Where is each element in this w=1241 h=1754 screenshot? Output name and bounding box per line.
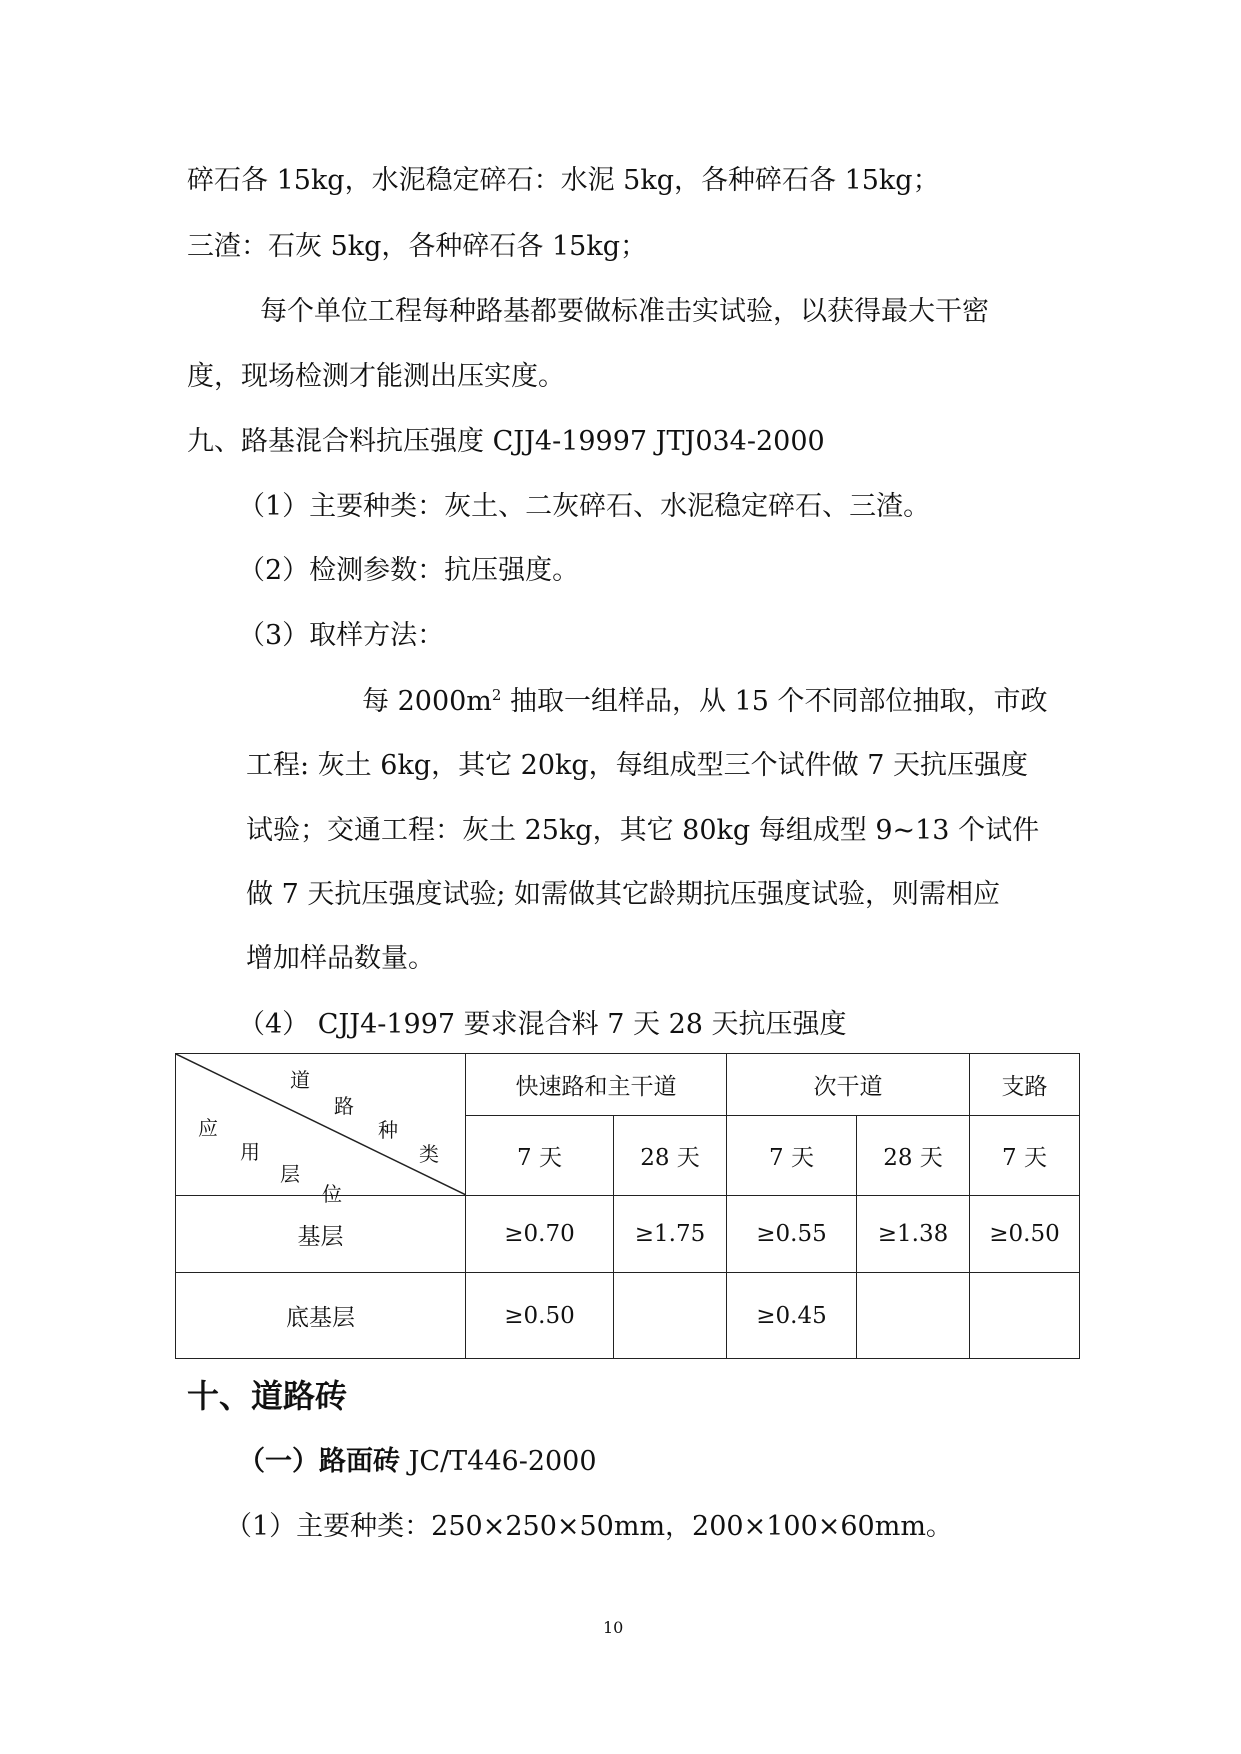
- item-4-requirement: （4） CJJ4-1997 要求混合料 7 天 28 天抗压强度: [238, 1009, 847, 1040]
- item-1-types: （1）主要种类：灰土、二灰碎石、水泥稳定碎石、三渣。: [238, 491, 931, 522]
- sampling-line-1b: 抽取一组样品，从 15 个不同部位抽取，市政: [501, 686, 1048, 717]
- diagonal-line: [176, 1054, 466, 1195]
- subsection-title: （一）路面砖: [238, 1446, 400, 1477]
- table-cell: ≥0.70: [466, 1196, 614, 1273]
- text-line-2: 三渣：石灰 5kg，各种碎石各 15kg；: [187, 231, 647, 262]
- table-cell: ≥0.45: [727, 1273, 857, 1359]
- table-row: [176, 1273, 1080, 1359]
- sampling-line-5: 增加样品数量。: [246, 943, 435, 974]
- table-cell: ≥0.55: [727, 1196, 857, 1273]
- row-label: 基层: [176, 1196, 466, 1273]
- table-cell: ≥0.50: [466, 1273, 614, 1359]
- table-cell: ≥1.38: [857, 1196, 970, 1273]
- subheader-cell: 28 天: [857, 1116, 970, 1196]
- table-cell: ≥0.50: [970, 1196, 1080, 1273]
- table-cell: ≥1.75: [614, 1196, 727, 1273]
- section-10-heading: 十、道路砖: [187, 1377, 348, 1415]
- section-9-heading: 九、路基混合料抗压强度 CJJ4-19997 JTJ034-2000: [187, 426, 825, 457]
- table-row: [176, 1196, 1080, 1273]
- group-header-branch: 支路: [970, 1054, 1080, 1116]
- table-cell: [614, 1273, 727, 1359]
- diag-top-1: 道: [290, 1068, 310, 1092]
- sampling-line-3: 试验；交通工程：灰土 25kg，其它 80kg 每组成型 9~13 个试件: [246, 815, 1040, 846]
- subsection-heading: [238, 1448, 597, 1475]
- table-cell: [857, 1273, 970, 1359]
- diag-bottom-1: 应: [198, 1116, 218, 1140]
- group-header-expressway: 快速路和主干道: [466, 1054, 727, 1116]
- row-label: 底基层: [176, 1273, 466, 1359]
- diag-bottom-4: 位: [322, 1182, 342, 1206]
- diag-top-4: 类: [419, 1142, 439, 1166]
- group-header-secondary: 次干道: [727, 1054, 970, 1116]
- strength-table: [175, 1053, 1080, 1359]
- sampling-line-4: 做 7 天抗压强度试验; 如需做其它龄期抗压强度试验，则需相应: [246, 879, 1001, 910]
- page-number: 10: [603, 1618, 624, 1637]
- diag-top-3: 种: [378, 1118, 398, 1142]
- brick-types-item: （1）主要种类：250×250×50mm，200×100×60mm。: [225, 1511, 953, 1542]
- subheader-cell: 28 天: [614, 1116, 727, 1196]
- diagonal-header-cell: [176, 1054, 466, 1206]
- subheader-cell: 7 天: [466, 1116, 614, 1196]
- text-line-3: 每个单位工程每种路基都要做标准击实试验，以获得最大干密: [260, 296, 989, 327]
- subsection-code: JC/T446-2000: [400, 1446, 597, 1477]
- text-line-4: 度，现场检测才能测出压实度。: [187, 361, 565, 392]
- sampling-line-2: 工程: 灰土 6kg，其它 20kg，每组成型三个试件做 7 天抗压强度: [246, 750, 1029, 781]
- diag-top-2: 路: [334, 1094, 354, 1118]
- sampling-line-1a: 每 2000m: [362, 686, 492, 717]
- item-2-params: （2）检测参数：抗压强度。: [238, 555, 580, 586]
- text-line-1: 碎石各 15kg，水泥稳定碎石：水泥 5kg，各种碎石各 15kg；: [187, 165, 940, 196]
- subheader-cell: 7 天: [970, 1116, 1080, 1196]
- sampling-line-1: [362, 688, 1048, 715]
- diag-bottom-2: 用: [240, 1140, 260, 1164]
- table-cell: [970, 1273, 1080, 1359]
- superscript-2: 2: [491, 686, 502, 704]
- item-3-sampling: （3）取样方法：: [238, 620, 445, 651]
- subheader-cell: 7 天: [727, 1116, 857, 1196]
- diag-bottom-3: 层: [280, 1162, 300, 1186]
